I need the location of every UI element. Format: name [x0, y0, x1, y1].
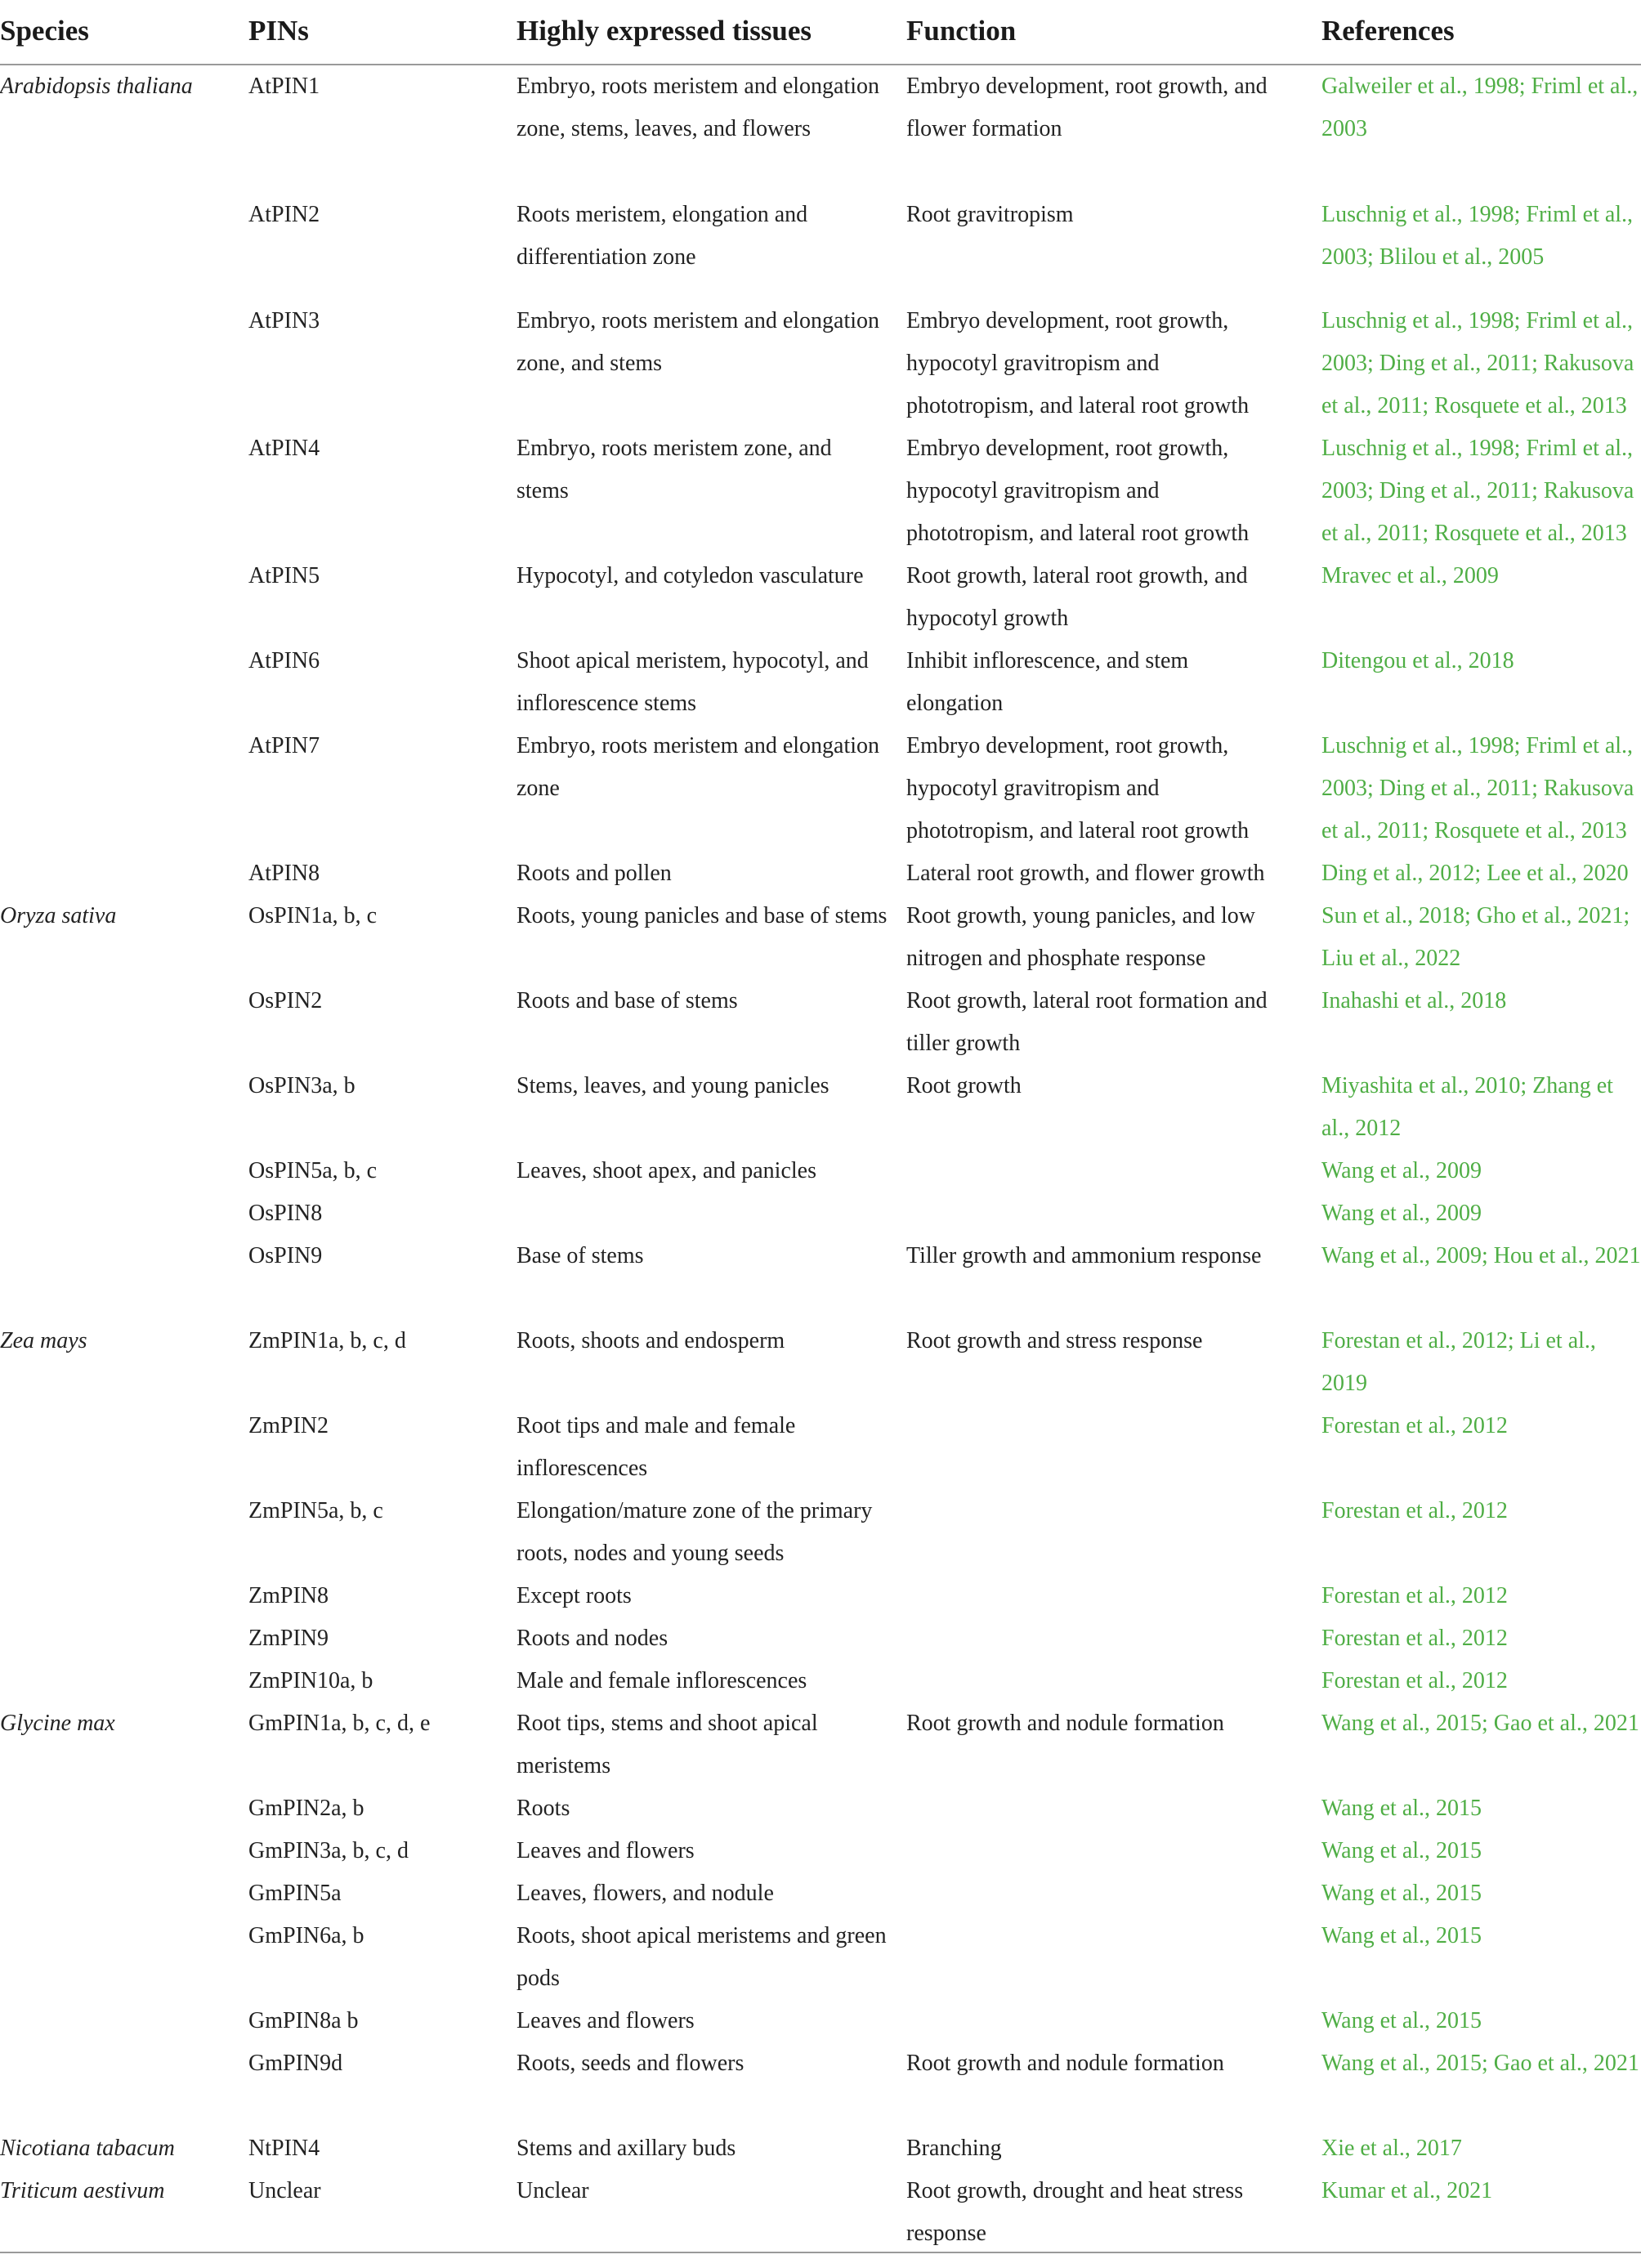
species-cell: Nicotiana tabacum — [0, 2136, 175, 2161]
bottom-rule — [0, 2252, 1641, 2253]
tissues-cell: Roots, young panicles and base of stems — [516, 903, 888, 928]
references-cell[interactable]: Wang et al., 2015 — [1321, 1796, 1482, 1821]
pin-cell: GmPIN5a — [248, 1881, 342, 1906]
references-cell[interactable]: Wang et al., 2009 — [1321, 1158, 1482, 1183]
pin-cell: AtPIN1 — [248, 74, 320, 99]
pin-cell: GmPIN9d — [248, 2051, 343, 2076]
pin-cell: GmPIN2a, b — [248, 1796, 364, 1821]
function-cell: Root growth, drought and heat stress response — [906, 2178, 1244, 2246]
references-cell[interactable]: Forestan et al., 2012 — [1321, 1626, 1508, 1651]
tissues-cell: Embryo, roots meristem zone, and stems — [516, 436, 832, 503]
header-function: Function — [906, 15, 1017, 47]
function-cell: Embryo development, root growth, hypocotyl gravitropism and phototropism, and lateral root growth — [906, 308, 1250, 418]
references-cell[interactable]: Wang et al., 2015; Gao et al., 2021 — [1321, 1711, 1639, 1736]
tissues-cell: Root tips and male and female inflorescences — [516, 1413, 796, 1481]
function-cell: Root growth and nodule formation — [906, 1711, 1224, 1736]
tissues-cell: Male and female inflorescences — [516, 1668, 807, 1693]
pin-cell: ZmPIN9 — [248, 1626, 329, 1651]
pin-cell: NtPIN4 — [248, 2136, 320, 2161]
tissues-cell: Stems and axillary buds — [516, 2136, 736, 2161]
function-cell: Root growth, lateral root growth, and hypocotyl growth — [906, 563, 1248, 631]
tissues-cell: Shoot apical meristem, hypocotyl, and inflorescence stems — [516, 648, 869, 716]
pin-cell: ZmPIN2 — [248, 1413, 329, 1438]
tissues-cell: Roots, seeds and flowers — [516, 2051, 744, 2076]
tissues-cell: Roots and pollen — [516, 861, 672, 886]
references-cell[interactable]: Luschnig et al., 1998; Friml et al., 2003; Ding et al., 2011; Rakusova et al., 2011; Rosquete et al., 2013 — [1321, 436, 1634, 546]
references-cell[interactable]: Xie et al., 2017 — [1321, 2136, 1462, 2161]
function-cell: Root growth and nodule formation — [906, 2051, 1224, 2076]
pin-cell: Unclear — [248, 2178, 321, 2203]
references-cell[interactable]: Luschnig et al., 1998; Friml et al., 2003; Ding et al., 2011; Rakusova et al., 2011; Rosquete et al., 2013 — [1321, 308, 1634, 418]
function-cell: Embryo development, root growth, and flower formation — [906, 74, 1268, 141]
tissues-cell: Roots, shoots and endosperm — [516, 1328, 785, 1353]
tissues-cell: Embryo, roots meristem and elongation zone — [516, 733, 880, 801]
function-cell: Embryo development, root growth, hypocotyl gravitropism and phototropism, and lateral root growth — [906, 436, 1250, 546]
tissues-cell: Leaves, flowers, and nodule — [516, 1881, 774, 1906]
tissues-cell: Roots, shoot apical meristems and green pods — [516, 1923, 887, 1991]
pin-cell: OsPIN8 — [248, 1201, 323, 1226]
pin-cell: AtPIN4 — [248, 436, 320, 461]
function-cell: Root growth and stress response — [906, 1328, 1203, 1353]
species-cell: Glycine max — [0, 1711, 115, 1736]
pin-cell: AtPIN6 — [248, 648, 320, 673]
header-species: Species — [0, 15, 89, 47]
references-cell[interactable]: Wang et al., 2009 — [1321, 1201, 1482, 1226]
tissues-cell: Root tips, stems and shoot apical meristems — [516, 1711, 818, 1778]
pin-cell: AtPIN7 — [248, 733, 320, 758]
function-cell: Root growth, young panicles, and low nitrogen and phosphate response — [906, 903, 1255, 971]
references-cell[interactable]: Wang et al., 2015; Gao et al., 2021 — [1321, 2051, 1639, 2076]
tissues-cell: Leaves and flowers — [516, 2008, 695, 2033]
pin-cell: OsPIN5a, b, c — [248, 1158, 378, 1183]
tissues-cell: Base of stems — [516, 1243, 644, 1268]
pin-cell: OsPIN1a, b, c — [248, 903, 378, 928]
pin-cell: ZmPIN10a, b — [248, 1668, 373, 1693]
references-cell[interactable]: Wang et al., 2015 — [1321, 2008, 1482, 2033]
function-cell: Tiller growth and ammonium response — [906, 1243, 1262, 1268]
tissues-cell: Leaves and flowers — [516, 1838, 695, 1863]
tissues-cell: Elongation/mature zone of the primary roots, nodes and young seeds — [516, 1498, 873, 1566]
function-cell: Branching — [906, 2136, 1002, 2161]
function-cell: Root growth — [906, 1073, 1022, 1098]
species-cell: Oryza sativa — [0, 903, 117, 928]
species-cell: Zea mays — [0, 1328, 87, 1353]
references-cell[interactable]: Forestan et al., 2012 — [1321, 1498, 1508, 1523]
header-tissues: Highly expressed tissues — [516, 15, 812, 47]
references-cell[interactable]: Forestan et al., 2012 — [1321, 1583, 1508, 1608]
header-pins: PINs — [248, 15, 309, 47]
references-cell[interactable]: Miyashita et al., 2010; Zhang et al., 2012 — [1321, 1073, 1613, 1141]
function-cell: Root growth, lateral root formation and tiller growth — [906, 988, 1268, 1056]
pin-cell: ZmPIN8 — [248, 1583, 329, 1608]
pin-cell: AtPIN5 — [248, 563, 320, 588]
references-cell[interactable]: Ding et al., 2012; Lee et al., 2020 — [1321, 861, 1629, 886]
references-cell[interactable]: Sun et al., 2018; Gho et al., 2021; Liu et al., 2022 — [1321, 903, 1630, 971]
species-cell: Arabidopsis thaliana — [0, 74, 193, 99]
tissues-cell: Unclear — [516, 2178, 589, 2203]
pin-cell: GmPIN6a, b — [248, 1923, 364, 1948]
pin-cell: AtPIN8 — [248, 861, 320, 886]
function-cell: Inhibit inflorescence, and stem elongation — [906, 648, 1189, 716]
references-cell[interactable]: Ditengou et al., 2018 — [1321, 648, 1514, 673]
pin-cell: OsPIN3a, b — [248, 1073, 355, 1098]
pin-cell: ZmPIN1a, b, c, d — [248, 1328, 406, 1353]
references-cell[interactable]: Wang et al., 2015 — [1321, 1838, 1482, 1863]
pin-cell: GmPIN3a, b, c, d — [248, 1838, 409, 1863]
references-cell[interactable]: Luschnig et al., 1998; Friml et al., 2003; Ding et al., 2011; Rakusova et al., 2011; Rosquete et al., 2013 — [1321, 733, 1634, 843]
references-cell[interactable]: Luschnig et al., 1998; Friml et al., 2003; Blilou et al., 2005 — [1321, 202, 1634, 270]
tissues-cell: Embryo, roots meristem and elongation zone, and stems — [516, 308, 880, 376]
table-header — [0, 0, 1641, 67]
pin-cell: AtPIN2 — [248, 202, 320, 227]
function-cell: Root gravitropism — [906, 202, 1074, 227]
tissues-cell: Embryo, roots meristem and elongation zone, stems, leaves, and flowers — [516, 74, 880, 141]
references-cell[interactable]: Galweiler et al., 1998; Friml et al., 2003 — [1321, 74, 1639, 141]
references-cell[interactable]: Forestan et al., 2012 — [1321, 1668, 1508, 1693]
references-cell[interactable]: Kumar et al., 2021 — [1321, 2178, 1493, 2203]
tissues-cell: Hypocotyl, and cotyledon vasculature — [516, 563, 864, 588]
function-cell: Lateral root growth, and flower growth — [906, 861, 1265, 886]
species-cell: Triticum aestivum — [0, 2178, 165, 2203]
tissues-cell: Roots — [516, 1796, 570, 1821]
references-cell[interactable]: Wang et al., 2015 — [1321, 1923, 1482, 1948]
tissues-cell: Leaves, shoot apex, and panicles — [516, 1158, 816, 1183]
references-cell[interactable]: Wang et al., 2015 — [1321, 1881, 1482, 1906]
pin-cell: GmPIN1a, b, c, d, e — [248, 1711, 431, 1736]
references-cell[interactable]: Mravec et al., 2009 — [1321, 563, 1499, 588]
tissues-cell: Except roots — [516, 1583, 632, 1608]
pin-cell: GmPIN8a b — [248, 2008, 359, 2033]
tissues-cell: Roots meristem, elongation and differentiation zone — [516, 202, 808, 270]
pin-cell: ZmPIN5a, b, c — [248, 1498, 383, 1523]
references-cell[interactable]: Wang et al., 2009; Hou et al., 2021 — [1321, 1243, 1641, 1268]
tissues-cell: Roots and base of stems — [516, 988, 738, 1013]
pin-cell: OsPIN9 — [248, 1243, 323, 1268]
references-cell[interactable]: Forestan et al., 2012; Li et al., 2019 — [1321, 1328, 1596, 1396]
header-references: References — [1321, 15, 1455, 47]
references-cell[interactable]: Inahashi et al., 2018 — [1321, 988, 1507, 1013]
function-cell: Embryo development, root growth, hypocotyl gravitropism and phototropism, and lateral root growth — [906, 733, 1250, 843]
pin-cell: OsPIN2 — [248, 988, 323, 1013]
pin-cell: AtPIN3 — [248, 308, 320, 333]
tissues-cell: Roots and nodes — [516, 1626, 668, 1651]
references-cell[interactable]: Forestan et al., 2012 — [1321, 1413, 1508, 1438]
tissues-cell: Stems, leaves, and young panicles — [516, 1073, 829, 1098]
